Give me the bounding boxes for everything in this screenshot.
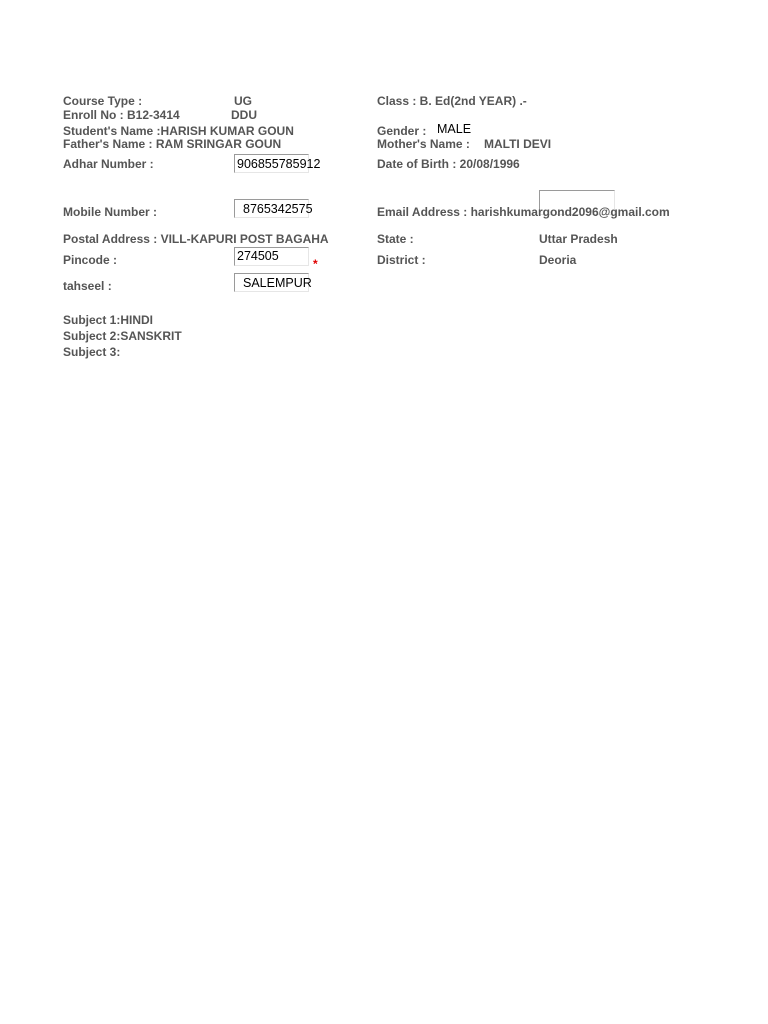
pincode-label: Pincode : xyxy=(63,253,118,267)
enroll-extra: DDU xyxy=(231,108,257,122)
district-value: Deoria xyxy=(539,253,577,267)
class-label: Class : B. Ed(2nd YEAR) .- xyxy=(377,94,527,108)
enroll-number: Enroll No : B12-3414 xyxy=(63,108,180,122)
adhar-label: Adhar Number : xyxy=(63,157,154,171)
state-label: State : xyxy=(377,232,414,246)
mother-label: Mother's Name : xyxy=(377,137,470,151)
mobile-field[interactable]: 8765342575 xyxy=(234,199,309,218)
email-address: Email Address : harishkumargond2096@gmail.com xyxy=(377,205,670,219)
tahseel-field[interactable]: SALEMPUR xyxy=(234,273,309,292)
district-label: District : xyxy=(377,253,426,267)
student-name: Student's Name :HARISH KUMAR GOUN xyxy=(63,124,294,138)
state-value: Uttar Pradesh xyxy=(539,232,618,246)
gender-label: Gender : xyxy=(377,124,427,138)
course-type-value: UG xyxy=(234,94,252,108)
postal-address: Postal Address : VILL-KAPURI POST BAGAHA xyxy=(63,232,329,246)
gender-value: MALE xyxy=(437,122,472,136)
adhar-field[interactable]: 906855785912 xyxy=(234,154,309,173)
tahseel-label: tahseel : xyxy=(63,279,112,293)
subject-1: Subject 1:HINDI xyxy=(63,313,154,327)
father-name: Father's Name : RAM SRINGAR GOUN xyxy=(63,137,282,151)
dob-label: Date of Birth : 20/08/1996 xyxy=(377,157,520,171)
subject-3: Subject 3: xyxy=(63,345,121,359)
pincode-field[interactable]: 274505 xyxy=(234,247,309,266)
mobile-label: Mobile Number : xyxy=(63,205,158,219)
mother-value: MALTI DEVI xyxy=(484,137,552,151)
required-asterisk: * xyxy=(313,257,318,271)
course-type-label: Course Type : xyxy=(63,94,143,108)
subject-2: Subject 2:SANSKRIT xyxy=(63,329,182,343)
